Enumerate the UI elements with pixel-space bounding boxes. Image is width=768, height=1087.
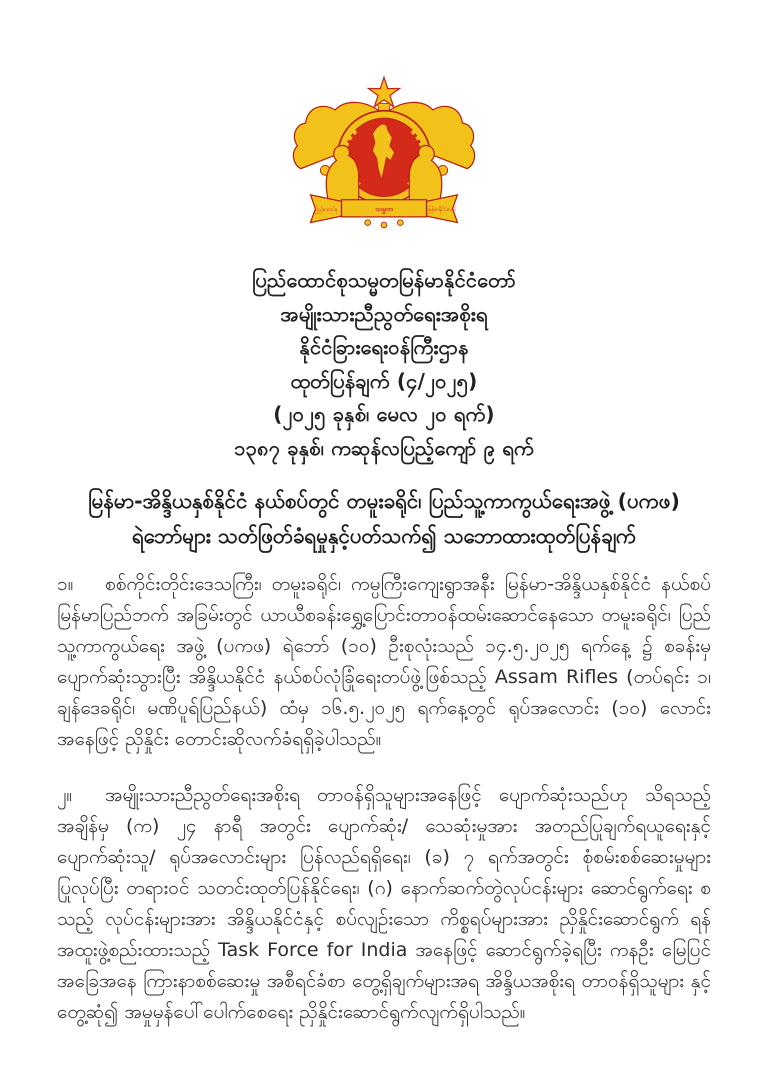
- title-line-2: ရဲဘော်များ သတ်ဖြတ်ခံရမှုနှင့်ပတ်သက်၍ သဘောထားထုတ်ပြန်ချက်: [132, 524, 636, 548]
- gregorian-date-line: (၂၀၂၅ ခုနှစ်၊ မေလ ၂၀ ရက်): [273, 402, 495, 426]
- ministry-name-line: နိုင်ငံခြားရေးဝန်ကြီးဌာန: [299, 335, 469, 359]
- star-icon: [368, 77, 399, 107]
- paragraph-1-text: စစ်ကိုင်းတိုင်းဒေသကြီး၊ တမူးခရိုင်၊ ကမ္ပကြီးကျေးရွာအနီး မြန်မာ-အိန္ဒိယနှစ်နိုင်ငံ နယ်စပ် မြန်မာပြည်ဘက် အခြမ်းတွင် ယာယီစခန်းရွှေ့ပြောင်းတာဝန်ထမ်းဆောင်နေသော တမူးခရိုင်၊ ပြည်သူ့ကာကွယ်ရေး အဖွဲ့ (ပကဖ) ရဲဘော် (၁၀) ဦးစုလုံးသည် ၁၄.၅.၂၀၂၅ ရက်နေ့ ၌ စခန်းမှ ပျောက်ဆုံးသွားပြီး အိန္ဒိယနိုင်ငံ နယ်စပ်လုံခြုံရေးတပ်ဖွဲ့ဖြစ်သည့် Assam Rifles (တပ်ရင်း ၁၊ ချန်ဒေခရိုင်၊ မဏိပူရ်ပြည်နယ်) ထံမှ ၁၆.၅.၂၀၂၅ ရက်နေ့တွင် ရုပ်အလောင်း (၁၀) လောင်း အနေဖြင့် ညှိနှိုင်း တောင်းဆိုလက်ခံရရှိခဲ့ပါသည်။: [57, 573, 711, 750]
- state-name-line: ပြည်ထောင်စုသမ္မတမြန်မာနိုင်ငံတော်: [252, 268, 516, 292]
- letterhead: [0, 264, 768, 465]
- release-number-line: ထုတ်ပြန်ချက် (၄/၂၀၂၅): [290, 368, 478, 393]
- paragraph-1-number: ၁။: [57, 573, 74, 595]
- statement-title: [0, 484, 768, 554]
- base-curl: [397, 220, 403, 226]
- ribbon-text-right: မြန်မာနိုင်ငံတော်: [427, 207, 457, 214]
- base-curl: [365, 220, 371, 226]
- paragraph-2-text: အမျိုးသားညီညွတ်ရေးအစိုးရ တာဝန်ရှိသူများအနေဖြင့် ပျောက်ဆုံးသည်ဟု သိရသည့် အချိန်မှ (က) ၂၄ နာရီ အတွင်း ပျောက်ဆုံး/ သေဆုံးမှုအား အတည်ပြုချက်ရယူရေးနှင့် ပျောက်ဆုံးသူ/ ရုပ်အလောင်းများ ပြန်လည်ရရှိရေး၊ (ခ) ၇ ရက်အတွင်း စုံစမ်းစစ်ဆေးမှုများ ပြုလုပ်ပြီး တရားဝင် သတင်းထုတ်ပြန်နိုင်ရေး၊ (ဂ) နောက်ဆက်တွဲလုပ်ငန်းများ ဆောင်ရွက်ရေး စသည့် လုပ်ငန်းများအား အိန္ဒိယနိုင်ငံနှင့် စပ်လျဉ်းသော ကိစ္စရပ်များအား ညှိနှိုင်းဆောင်ရွက် ရန် အထူးဖွဲ့စည်းထားသည့် Task Force for India အနေဖြင့် ဆောင်ရွက်ခဲ့ရပြီး ကနဦး မြေပြင် အခြေအနေ ကြားနာစစ်ဆေးမှု အစီရင်ခံစာ တွေ့ရှိချက်များအရ အိန္ဒိယအစိုးရ တာဝန်ရှိသူများ နှင့် တွေ့ဆုံ၍ အမှုမှန်ပေါ်ပေါက်စေရေး ညှိနှိုင်းဆောင်ရွက်လျက်ရှိပါသည်။: [57, 784, 711, 1023]
- state-seal-graphic: [286, 72, 482, 236]
- base-curl: [381, 222, 387, 228]
- title-line-1: မြန်မာ-အိန္ဒိယနှစ်နိုင်ငံ နယ်စပ်တွင် တမူးခရိုင်၊ ပြည်သူ့ကာကွယ်ရေးအဖွဲ့ (ပကဖ): [88, 489, 680, 513]
- ribbon-text-center: သမ္မတ: [375, 205, 393, 214]
- state-seal-of-myanmar: [0, 0, 768, 236]
- paragraph-2-number: ၂။: [57, 784, 73, 806]
- paragraph-1: [57, 569, 711, 755]
- myanmar-date-line: ၁၃၈၇ ခုနှစ်၊ ကဆုန်လပြည့်ကျော် ၉ ရက်: [234, 435, 534, 460]
- ribbon-text-left: ပြည်ထောင်စု: [314, 207, 338, 214]
- statement-body: [57, 569, 711, 1028]
- paragraph-2: [57, 780, 711, 1028]
- government-name-line: အမျိုးသားညီညွတ်ရေးအစိုးရ: [280, 301, 488, 326]
